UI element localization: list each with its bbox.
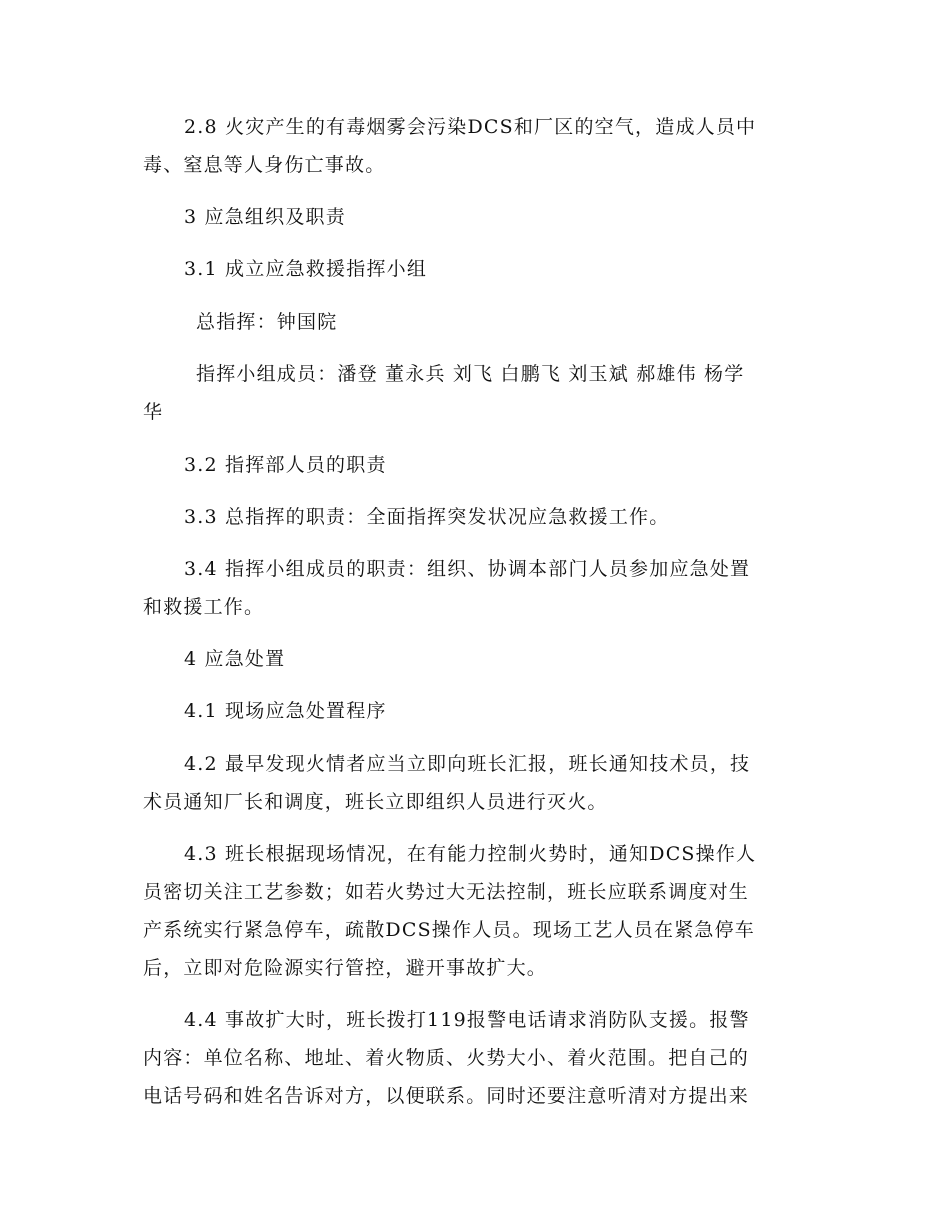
- paragraph-4-3-line-1: 4.3 班长根据现场情况，在有能力控制火势时，通知DCS操作人: [184, 843, 757, 865]
- paragraph-4-2-line-2: 术员通知厂长和调度，班长立即组织人员进行灭火。: [143, 791, 608, 813]
- section-heading-3: 3 应急组织及职责: [184, 206, 346, 228]
- paragraph-4-3-line-2: 员密切关注工艺参数；如若火势过大无法控制，班长应联系调度对生: [143, 881, 750, 903]
- section-heading-4-1: 4.1 现场应急处置程序: [184, 700, 387, 722]
- paragraph-4-4-line-1: 4.4 事故扩大时，班长拨打119报警电话请求消防队支援。报警: [184, 1009, 750, 1031]
- section-heading-4: 4 应急处置: [184, 648, 286, 670]
- paragraph-3-4-line-1: 3.4 指挥小组成员的职责：组织、协调本部门人员参加应急处置: [184, 558, 751, 580]
- commander-line: 总指挥：钟国院: [196, 311, 338, 333]
- section-heading-3-1: 3.1 成立应急救援指挥小组: [184, 258, 428, 280]
- paragraph-3-3: 3.3 总指挥的职责：全面指挥突发状况应急救援工作。: [184, 506, 670, 528]
- members-line-1: 指挥小组成员：潘登 董永兵 刘飞 白鹏飞 刘玉斌 郝雄伟 杨学: [196, 363, 745, 385]
- paragraph-4-2-line-1: 4.2 最早发现火情者应当立即向班长汇报，班长通知技术员，技: [184, 753, 751, 775]
- paragraph-4-3-line-4: 后，立即对危险源实行管控，避开事故扩大。: [143, 957, 548, 979]
- section-heading-3-2: 3.2 指挥部人员的职责: [184, 454, 387, 476]
- members-line-2: 华: [143, 401, 164, 423]
- paragraph-4-4-line-3: 电话号码和姓名告诉对方，以便联系。同时还要注意听清对方提出来: [143, 1085, 750, 1107]
- paragraph-4-4-line-2: 内容：单位名称、地址、着火物质、火势大小、着火范围。把自己的: [143, 1047, 750, 1069]
- paragraph-2-8-line-2: 毒、窒息等人身伤亡事故。: [143, 154, 386, 176]
- paragraph-3-4-line-2: 和救援工作。: [143, 596, 265, 618]
- paragraph-2-8-line-1: 2.8 火灾产生的有毒烟雾会污染DCS和厂区的空气，造成人员中: [184, 116, 757, 138]
- paragraph-4-3-line-3: 产系统实行紧急停车，疏散DCS操作人员。现场工艺人员在紧急停车: [143, 919, 755, 941]
